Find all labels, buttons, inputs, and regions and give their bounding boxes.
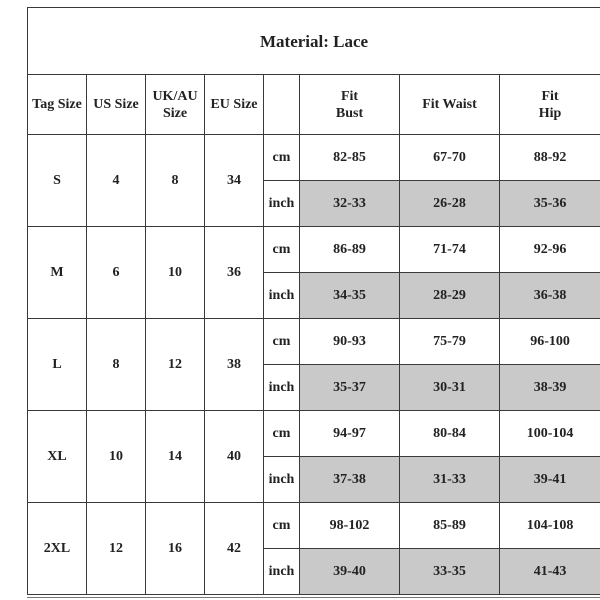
- waist-cell: 80-84: [400, 411, 500, 457]
- ukau-size-cell: 12: [146, 319, 205, 411]
- unit-cell: cm: [264, 227, 300, 273]
- waist-cell: 31-33: [400, 457, 500, 503]
- waist-cell: 71-74: [400, 227, 500, 273]
- bust-cell: 37-38: [300, 457, 400, 503]
- hip-cell: 35-36: [500, 181, 600, 227]
- hip-cell: 88-92: [500, 135, 600, 181]
- header-unit: [264, 75, 300, 135]
- hip-cell: 92-96: [500, 227, 600, 273]
- size-chart-body: [28, 8, 600, 595]
- header-tag-size: Tag Size: [28, 75, 87, 135]
- header-fit-bust: [300, 75, 400, 135]
- bust-cell: 35-37: [300, 365, 400, 411]
- table-title: Material: Lace: [28, 8, 600, 75]
- waist-cell: 26-28: [400, 181, 500, 227]
- bust-cell: 39-40: [300, 549, 400, 595]
- header-fit-bust-line2: Bust: [335, 105, 364, 121]
- unit-cell: inch: [264, 457, 300, 503]
- eu-size-cell: 38: [205, 319, 264, 411]
- waist-cell: 30-31: [400, 365, 500, 411]
- size-chart-table: [27, 7, 600, 595]
- bust-cell: 90-93: [300, 319, 400, 365]
- waist-cell: 33-35: [400, 549, 500, 595]
- bottom-divider: [27, 597, 600, 598]
- waist-cell: 67-70: [400, 135, 500, 181]
- header-fit-hip: [500, 75, 600, 135]
- table-row-l-cm: [28, 319, 600, 365]
- table-row-xl-cm: [28, 411, 600, 457]
- header-fit-hip-line1: Fit: [541, 88, 559, 104]
- us-size-cell: 12: [87, 503, 146, 595]
- eu-size-cell: 40: [205, 411, 264, 503]
- us-size-cell: 10: [87, 411, 146, 503]
- unit-cell: cm: [264, 411, 300, 457]
- unit-cell: inch: [264, 273, 300, 319]
- unit-cell: cm: [264, 135, 300, 181]
- tag-size-cell: 2XL: [28, 503, 87, 595]
- unit-cell: cm: [264, 503, 300, 549]
- header-eu-size: EU Size: [205, 75, 264, 135]
- waist-cell: 85-89: [400, 503, 500, 549]
- hip-cell: 104-108: [500, 503, 600, 549]
- ukau-size-cell: 10: [146, 227, 205, 319]
- bust-cell: 34-35: [300, 273, 400, 319]
- bust-cell: 32-33: [300, 181, 400, 227]
- title-row: [28, 8, 600, 75]
- bust-cell: 86-89: [300, 227, 400, 273]
- us-size-cell: 4: [87, 135, 146, 227]
- header-ukau-line1: UK/AU: [152, 88, 198, 104]
- hip-cell: 39-41: [500, 457, 600, 503]
- table-row-2xl-cm: [28, 503, 600, 549]
- header-ukau-line2: Size: [162, 105, 188, 121]
- waist-cell: 75-79: [400, 319, 500, 365]
- ukau-size-cell: 16: [146, 503, 205, 595]
- hip-cell: 100-104: [500, 411, 600, 457]
- tag-size-cell: XL: [28, 411, 87, 503]
- eu-size-cell: 36: [205, 227, 264, 319]
- header-fit-bust-line1: Fit: [340, 88, 359, 104]
- header-fit-hip-line2: Hip: [538, 105, 562, 121]
- table-row-m-cm: [28, 227, 600, 273]
- bust-cell: 94-97: [300, 411, 400, 457]
- header-row: [28, 75, 600, 135]
- ukau-size-cell: 14: [146, 411, 205, 503]
- eu-size-cell: 42: [205, 503, 264, 595]
- header-fit-waist: Fit Waist: [400, 75, 500, 135]
- ukau-size-cell: 8: [146, 135, 205, 227]
- tag-size-cell: M: [28, 227, 87, 319]
- table-row-s-cm: [28, 135, 600, 181]
- unit-cell: cm: [264, 319, 300, 365]
- tag-size-cell: S: [28, 135, 87, 227]
- us-size-cell: 6: [87, 227, 146, 319]
- hip-cell: 36-38: [500, 273, 600, 319]
- tag-size-cell: L: [28, 319, 87, 411]
- header-ukau-size: [146, 75, 205, 135]
- header-us-size: US Size: [87, 75, 146, 135]
- bust-cell: 98-102: [300, 503, 400, 549]
- hip-cell: 41-43: [500, 549, 600, 595]
- unit-cell: inch: [264, 181, 300, 227]
- us-size-cell: 8: [87, 319, 146, 411]
- hip-cell: 38-39: [500, 365, 600, 411]
- eu-size-cell: 34: [205, 135, 264, 227]
- waist-cell: 28-29: [400, 273, 500, 319]
- unit-cell: inch: [264, 365, 300, 411]
- hip-cell: 96-100: [500, 319, 600, 365]
- unit-cell: inch: [264, 549, 300, 595]
- bust-cell: 82-85: [300, 135, 400, 181]
